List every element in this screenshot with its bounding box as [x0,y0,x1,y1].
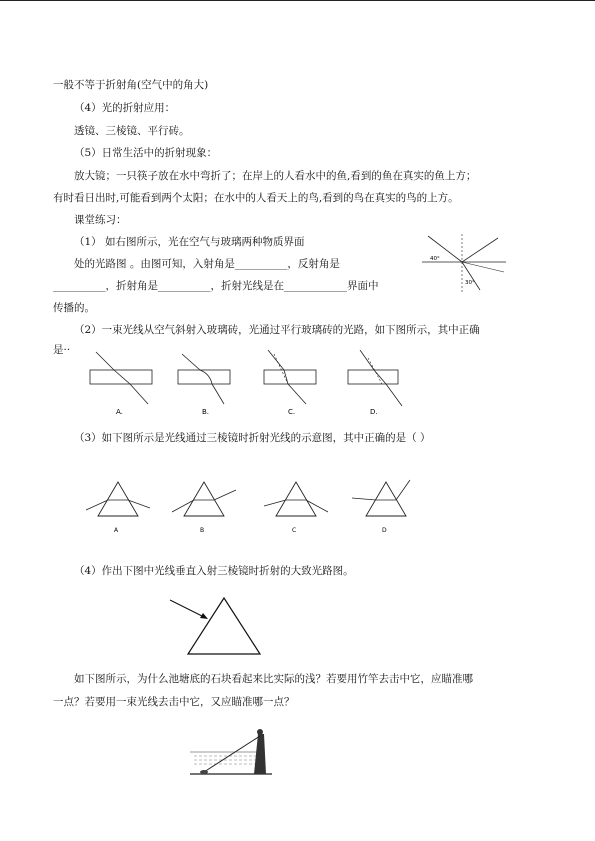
q4-prism-figure [166,592,266,656]
question-4: （4）作出下图中光线垂直入射三棱镜时折射的大致光路图。 [74,565,354,577]
page-top-rule [0,0,595,1]
question-5-line-1: 如下图所示，为什么池塘底的石块看起来比实际的浅？若要用竹竿去击中它，应瞄准哪 [74,673,473,685]
angle-30-label: 30° [465,280,475,286]
text-applications-list: 透镜、三棱镜、平行砖。 [74,125,190,137]
heading-daily-phenomena: （5）日常生活中的折射现象： [74,147,218,159]
option-a-diagram [90,352,152,416]
option-c-label: C. [288,408,296,416]
question-1-line-2: 处的光路图 。由图可知，入射角是__________，反射角是 [74,258,340,270]
question-3: （3）如下图所示是光线通过三棱镜时折射光线的示意图，其中正确的是（ ） [74,432,431,444]
prism-c-diagram [264,482,328,534]
prism-b-diagram [172,482,236,534]
question-1-line-3: __________，折射角是__________，折射光线是在____________界面中 [53,280,379,292]
option-b-diagram [178,354,230,416]
angle-40-label: 40° [430,256,440,262]
prism-c-label: C [292,527,297,534]
option-a-label: A. [116,408,123,416]
heading-class-exercises: 课堂练习： [74,214,127,226]
text-line-refraction-angle: 一般不等于折射角(空气中的角大) [53,79,209,91]
prism-b-label: B [200,527,205,534]
question-1-line-4: 传播的。 [53,302,95,314]
option-d-label: D. [370,408,378,416]
heading-applications: （4）光的折射应用： [74,102,176,114]
prism-d-label: D [382,527,387,534]
q2-glass-slab-options [84,350,404,420]
prism-a-diagram [86,482,150,534]
question-1-line-1: （1） 如右图所示，光在空气与玻璃两种物质界面 [74,236,305,248]
text-phenomena-1: 放大镜；一只筷子放在水中弯折了；在岸上的人看水中的鱼,看到的鱼在真实的鱼上方； [74,170,477,182]
prism-d-diagram [352,480,410,534]
text-phenomena-2: 有时看日出时,可能看到两个太阳；在水中的人看天上的鸟,看到的鸟在真实的鸟的上方。 [53,192,459,204]
question-2-line-2: 是·· [53,344,71,356]
q3-prism-options [80,470,420,538]
option-b-label: B. [202,408,210,416]
prism-a-label: A [114,527,119,534]
option-d-diagram [348,350,402,416]
option-c-diagram [264,350,316,416]
q5-pond-figure [190,726,272,776]
question-5-line-2: 一点？若要用一束光线去击中它，又应瞄准哪一点？ [53,696,295,708]
question-2-line-1: （2）一束光线从空气斜射入玻璃砖，光通过平行玻璃砖的光路，如下图所示，其中正确 [74,324,480,336]
q1-light-path-figure [418,232,510,294]
